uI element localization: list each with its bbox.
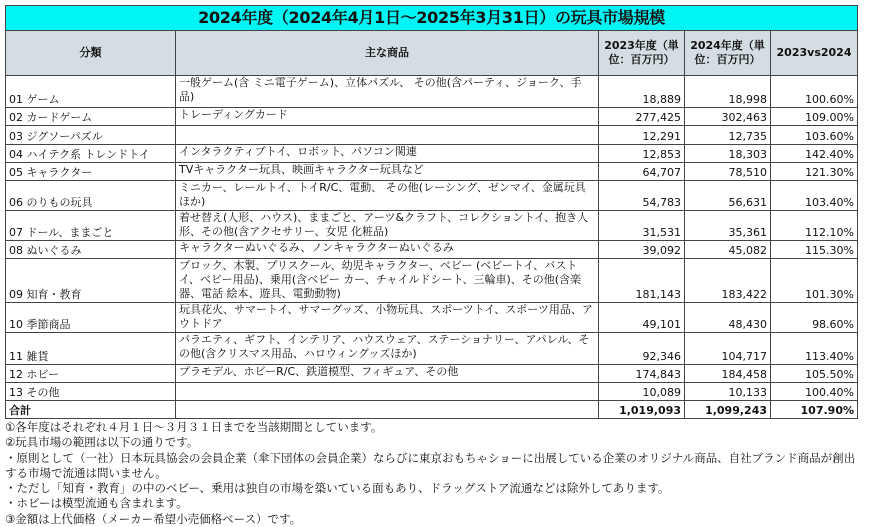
row-fy2024: 48,430	[685, 303, 771, 333]
table-row	[6, 383, 858, 401]
row-fy2023: 54,783	[599, 181, 685, 211]
table-row	[6, 163, 858, 181]
table-row	[6, 181, 858, 211]
total-label: 合計	[6, 401, 176, 419]
row-ratio: 105.50%	[771, 365, 858, 383]
row-fy2024: 184,458	[685, 365, 771, 383]
row-fy2024: 18,998	[685, 76, 771, 108]
footnotes	[5, 420, 865, 527]
table-title: 2024年度（2024年4月1日～2025年3月31日）の玩具市場規模	[6, 6, 858, 31]
row-ratio: 142.40%	[771, 145, 858, 163]
note-scope-hobby: ・ホビーは模型流通も含まれます。	[5, 496, 188, 511]
table-row	[6, 241, 858, 259]
row-items: トレーディングカード	[176, 108, 599, 126]
header-category: 分類	[6, 31, 176, 76]
row-items: ミニカー、レールトイ、トイR/C、電動、 その他(レーシング、ゼンマイ、金属玩具ほか)	[176, 181, 599, 211]
row-fy2023: 12,853	[599, 145, 685, 163]
row-fy2023: 277,425	[599, 108, 685, 126]
total-items	[176, 401, 599, 419]
row-category: 12 ホビー	[6, 365, 176, 383]
note-price-basis: ③金額は上代価格（メーカー希望小売価格ベース）です。	[5, 511, 302, 526]
row-ratio: 121.30%	[771, 163, 858, 181]
table-row	[6, 76, 858, 108]
row-fy2024: 45,082	[685, 241, 771, 259]
header-fy2023: 2023年度（単位：百万円）	[599, 31, 685, 76]
row-items: インタラクティブトイ、ロボット、パソコン関連	[176, 145, 599, 163]
row-ratio: 101.30%	[771, 259, 858, 303]
row-fy2024: 302,463	[685, 108, 771, 126]
header-items: 主な商品	[176, 31, 599, 76]
row-fy2024: 10,133	[685, 383, 771, 401]
row-category: 09 知育・教育	[6, 259, 176, 303]
row-category: 10 季節商品	[6, 303, 176, 333]
row-category: 08 ぬいぐるみ	[6, 241, 176, 259]
row-fy2024: 12,735	[685, 126, 771, 145]
row-fy2023: 174,843	[599, 365, 685, 383]
row-fy2023: 10,089	[599, 383, 685, 401]
table-row	[6, 211, 858, 241]
table-row	[6, 365, 858, 383]
table-row	[6, 259, 858, 303]
row-items: バラエティ、ギフト、インテリア、ハウスウェア、ステーショナリー、アパレル、その他(含クリスマス用品、ハロウィングッズほか)	[176, 333, 599, 365]
row-fy2023: 18,889	[599, 76, 685, 108]
row-items: ブロック、木製、プリスクール、幼児キャラクター、ベビー (ベビートイ、バストイ、ベビー用品)、乗用(含ベビー カー、チャイルドシート、三輪車)、その他(含楽器、電話 絵本、遊具、電動動物)	[176, 259, 599, 303]
total-fy2023: 1,019,093	[599, 401, 685, 419]
note-scope: ②玩具市場の範囲は以下の通りです。	[5, 435, 199, 450]
row-fy2023: 39,092	[599, 241, 685, 259]
row-items	[176, 383, 599, 401]
row-fy2024: 104,717	[685, 333, 771, 365]
note-period: ①各年度はそれぞれ４月１日～３月３１日までを当該期間としています。	[5, 420, 383, 434]
total-ratio: 107.90%	[771, 401, 858, 419]
row-items: TVキャラクター玩具、映画キャラクター玩具など	[176, 163, 599, 181]
header-ratio: 2023vs2024	[771, 31, 858, 76]
row-category: 05 キャラクター	[6, 163, 176, 181]
row-fy2023: 12,291	[599, 126, 685, 145]
row-category: 02 カードゲーム	[6, 108, 176, 126]
row-ratio: 115.30%	[771, 241, 858, 259]
row-items: 一般ゲーム(含 ミニ電子ゲーム)、立体パズル、 その他(含パーティ、ジョーク、手品)	[176, 76, 599, 108]
row-fy2024: 56,631	[685, 181, 771, 211]
note-scope-members: ・原則として（一社）日本玩具協会の会員企業（傘下団体の会員企業）ならびに東京おもちゃショーに出展している企業のオリジナル商品、自社ブランド商品が創出する市場で流通は問いません。	[5, 450, 856, 480]
row-fy2024: 183,422	[685, 259, 771, 303]
row-category: 07 ドール、ままごと	[6, 211, 176, 241]
row-category: 13 その他	[6, 383, 176, 401]
row-ratio: 103.40%	[771, 181, 858, 211]
row-items: プラモデル、ホビーR/C、鉄道模型、フィギュア、その他	[176, 365, 599, 383]
table-row	[6, 126, 858, 145]
row-items	[176, 126, 599, 145]
row-fy2023: 64,707	[599, 163, 685, 181]
table-row	[6, 145, 858, 163]
row-fy2023: 181,143	[599, 259, 685, 303]
row-items: キャラクターぬいぐるみ、ノンキャラクターぬいぐるみ	[176, 241, 599, 259]
note-scope-exclusions: ・ただし「知育・教育」の中のベビー、乗用は独自の市場を築いている面もあり、ドラッグストア流通などは除外してあります。	[5, 481, 670, 496]
row-ratio: 112.10%	[771, 211, 858, 241]
header-fy2024: 2024年度（単位：百万円）	[685, 31, 771, 76]
table-row	[6, 333, 858, 365]
row-fy2023: 49,101	[599, 303, 685, 333]
row-fy2024: 35,361	[685, 211, 771, 241]
table-row	[6, 303, 858, 333]
row-fy2023: 31,531	[599, 211, 685, 241]
row-category: 04 ハイテク系 トレンドトイ	[6, 145, 176, 163]
row-items: 着せ替え(人形、ハウス)、ままごと、アーツ&クラフト、コレクショントイ、抱き人形、その他(含アクセサリー、女児 化粧品)	[176, 211, 599, 241]
row-ratio: 100.60%	[771, 76, 858, 108]
toy-market-table	[5, 5, 858, 419]
total-row	[6, 401, 858, 419]
total-fy2024: 1,099,243	[685, 401, 771, 419]
row-fy2023: 92,346	[599, 333, 685, 365]
row-ratio: 100.40%	[771, 383, 858, 401]
row-ratio: 109.00%	[771, 108, 858, 126]
row-fy2024: 18,303	[685, 145, 771, 163]
row-items: 玩具花火、サマートイ、サマーグッズ、小物玩具、スポーツトイ、スポーツ用品、アウトドア	[176, 303, 599, 333]
row-ratio: 103.60%	[771, 126, 858, 145]
row-ratio: 113.40%	[771, 333, 858, 365]
row-category: 01 ゲーム	[6, 76, 176, 108]
row-category: 06 のりもの玩具	[6, 181, 176, 211]
row-category: 03 ジグソーパズル	[6, 126, 176, 145]
row-ratio: 98.60%	[771, 303, 858, 333]
row-fy2024: 78,510	[685, 163, 771, 181]
table-row	[6, 108, 858, 126]
row-category: 11 雑貨	[6, 333, 176, 365]
